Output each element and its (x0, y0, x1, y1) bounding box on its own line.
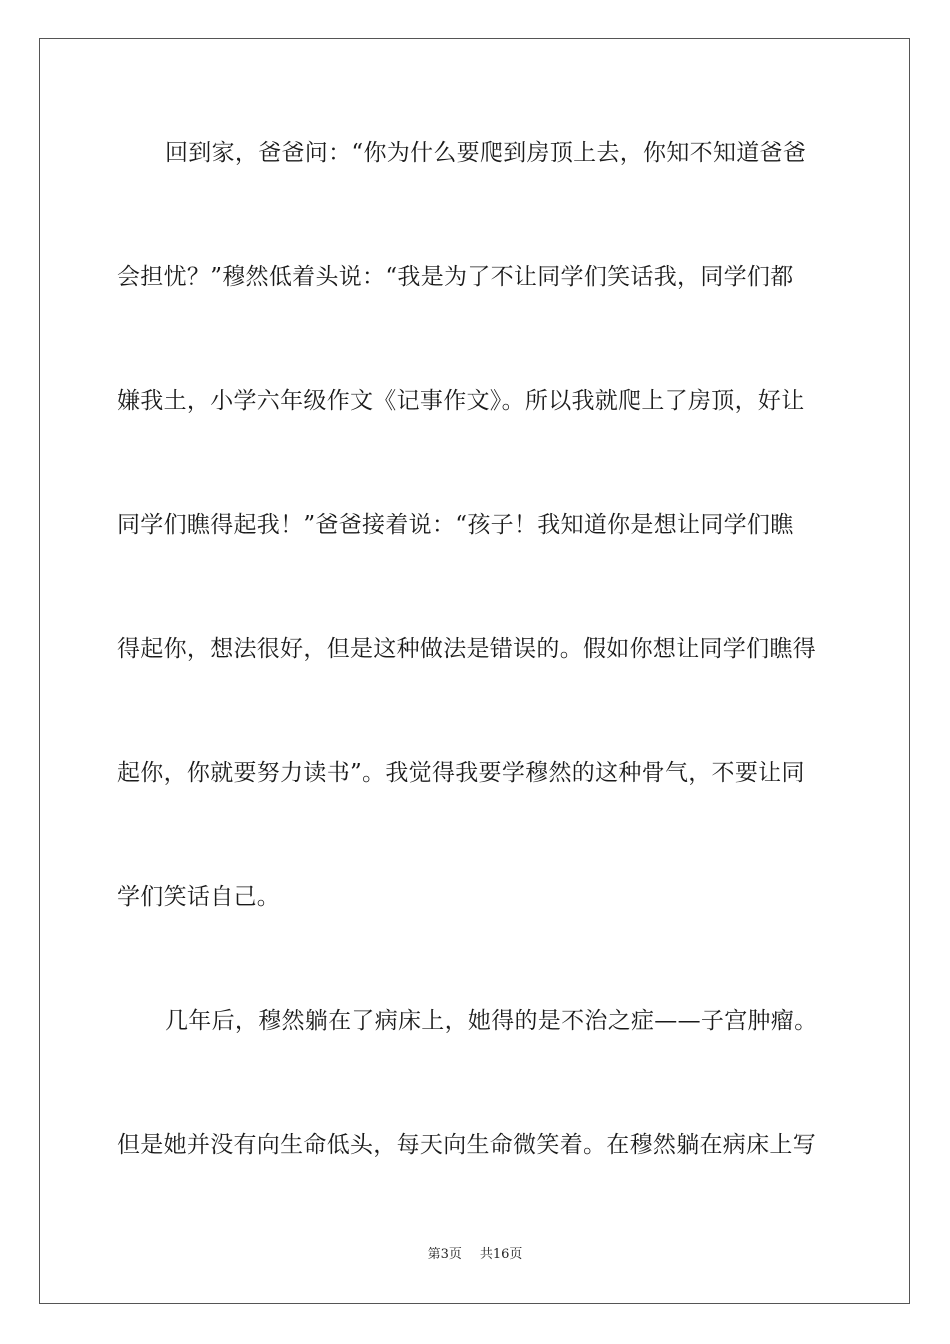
text-line-1: 回到家，爸爸问：“你为什么要爬到房顶上去，你知不知道爸爸 (165, 140, 807, 166)
page-border (39, 38, 910, 1304)
text-line-4: 同学们瞧得起我！”爸爸接着说：“孩子！我知道你是想让同学们瞧 (117, 512, 794, 538)
page-footer (0, 1247, 950, 1263)
text-line-5: 得起你，想法很好，但是这种做法是错误的。假如你想让同学们瞧得 (117, 636, 816, 662)
text-line-2: 会担忧？”穆然低着头说：“我是为了不让同学们笑话我，同学们都 (117, 264, 794, 290)
page-number: 第3页 (427, 1247, 462, 1262)
page-total: 共16页 (479, 1247, 523, 1262)
text-line-8: 几年后，穆然躺在了病床上，她得的是不治之症——子宫肿瘤。 (165, 1008, 818, 1034)
text-line-6: 起你，你就要努力读书”。我觉得我要学穆然的这种骨气，不要让同 (117, 760, 805, 786)
text-line-3: 嫌我土，小学六年级作文《记事作文》。所以我就爬上了房顶，好让 (117, 388, 805, 414)
text-line-9: 但是她并没有向生命低头，每天向生命微笑着。在穆然躺在病床上写 (117, 1132, 816, 1158)
text-line-7: 学们笑话自己。 (117, 884, 281, 910)
